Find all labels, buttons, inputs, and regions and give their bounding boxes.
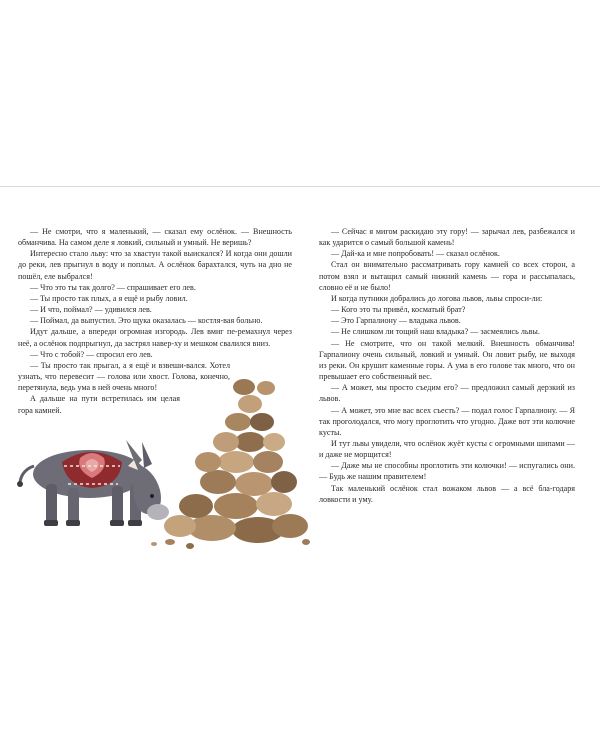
paragraph: — Что это ты так долго? — спрашивает его лев. (30, 282, 196, 292)
paragraph: — Это Гарпалиону — владыка львов. (331, 316, 461, 326)
paragraph: И когда путники добрались до логова львов, львы спроси-ли: (331, 293, 543, 303)
paragraph: — Сейчас я мигом раскидаю эту гору! — зарычал лев, разбежался и как ударится о самый большой камень! (319, 227, 575, 248)
paragraph: — Ты просто так плых, а я ещё и рыбу ловил. (30, 293, 188, 303)
paragraph: А дальше на пути встретилась им целая гора камней. (18, 394, 180, 415)
paragraph: — Кого это ты привёл, косматый брат? (331, 305, 466, 315)
story-illustration (14, 366, 316, 552)
paragraph: — И что, поймал? — удивился лев. (30, 305, 152, 315)
paragraph: — Даже мы не способны проглотить эти колючки! — испугались они. — Будь же нашим правителем! (319, 461, 575, 482)
paragraph: Стал он внимательно рассматривать гору камней со всех сторон, а потом взял и вытащил самый нижний камень — гора и рассыпалась, словно её и не было! (319, 260, 575, 292)
paragraph: — Не смотрите, что он такой мелкий. Внешность обманчива! Гарпалиону очень сильный, ловкий и умный. Он ловит рыбу, не выходя из реки. Он крушит каменные горы. А ума в его голове так много, что он превышает его собственный вес. (319, 338, 575, 382)
paragraph: — Не смотри, что я маленький, — сказал ему ослёнок. — Внешность обманчива. На самом деле я ловкий, сильный и умный. Не веришь? (18, 227, 292, 248)
paragraph: — Не слишком ли тощий наш владыка? — засмеялись львы. (331, 327, 540, 337)
paragraph: — Дай-ка и мне попробовать! — сказал ослёнок. (331, 249, 500, 259)
right-text-column (319, 226, 575, 505)
paragraph: — Поймал, да выпустил. Это щука оказалась — костля-вая больно. (30, 316, 263, 326)
paragraph: Интересно стало льву: что за хвастун такой выискался? И когда они дошли до реки, лев прыгнул в воду и поплыл. А ослёнок барахтался, чуть на дно не пошёл, еле выбрался! (18, 249, 292, 281)
paragraph: Так маленький ослёнок стал вожаком львов — а всё бла-годаря ловкости и уму. (319, 483, 575, 504)
paragraph: Идут дальше, а впереди огромная изгородь. Лев вмиг пе-ремахнул через неё, а ослёнок подпрыгнул, да застрял навер-ху и мешком свалился вниз. (18, 327, 292, 348)
paragraph: — А может, мы просто съедим его? — предложил самый дерзкий из львов. (319, 383, 575, 404)
paragraph: — Ты просто так прыгал, а я ещё и взвеши-вался. Хотел узнать, что перевесит — голова или хвост. Голова, конечно, перетянула, ведь ума в ней очень много! (18, 360, 230, 393)
blank-top-area (0, 0, 600, 186)
donkey-illustration (17, 440, 169, 526)
paragraph: И тут львы увидели, что ослёнок жуёт кусты с огромными шипами — и даже не морщится! (319, 438, 575, 460)
paragraph: — А может, это мне вас всех съесть? — подал голос Гарпалиону. — Я так проголодался, что могу проглотить что угодно. Даже вот эти колючие кусты. (319, 405, 575, 437)
page-fold-line (0, 186, 600, 187)
paragraph: — Что с тобой? — спросил его лев. (30, 349, 153, 359)
stone-pile-illustration (151, 379, 310, 549)
